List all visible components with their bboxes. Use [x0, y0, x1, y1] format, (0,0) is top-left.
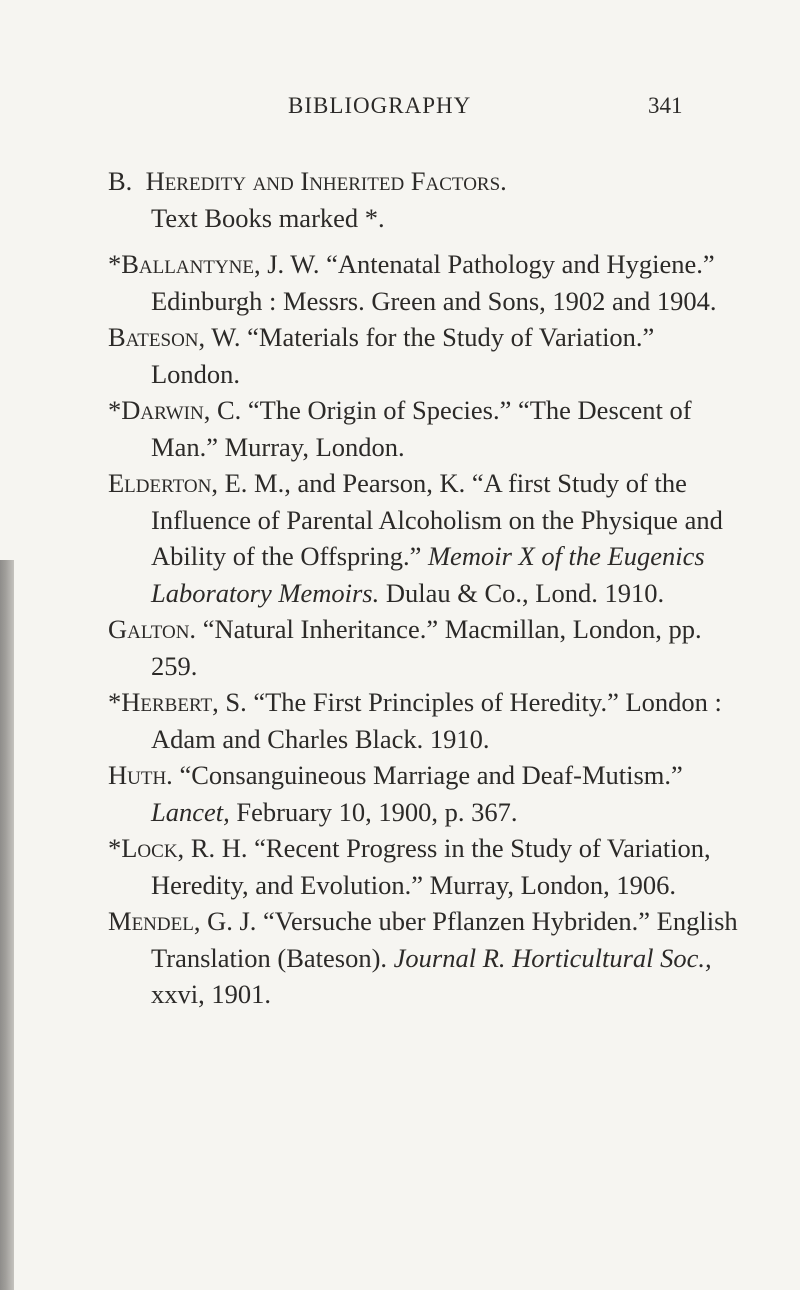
- bibliography-section: [108, 163, 748, 1013]
- section-title: Heredity and Inherited Factors.: [145, 166, 507, 196]
- textbook-mark: *: [108, 687, 122, 717]
- entry-author: Bateson,: [108, 322, 206, 352]
- entry-text: J. W. “Antenatal Pathology and Hygiene.” Edinburgh : Messrs. Green and Sons, 1902 and 1904.: [151, 249, 717, 316]
- running-head-title: BIBLIOGRAPHY: [288, 93, 472, 118]
- textbook-mark: *: [108, 395, 122, 425]
- bibliography-entry: [108, 830, 748, 903]
- entry-author: Galton.: [108, 614, 197, 644]
- entry-text: W. “Materials for the Study of Variation.” London.: [151, 322, 655, 389]
- binding-shadow: [0, 560, 14, 1290]
- entry-italic: Journal R. Horticultural Soc.,: [393, 942, 712, 973]
- bibliography-entry: [108, 465, 748, 611]
- entry-text: G. J. “Versuche uber Pflanzen Hybriden.” English Translation (Bateson).: [151, 906, 738, 973]
- running-head: [0, 93, 800, 133]
- entry-italic: Lancet,: [151, 796, 230, 827]
- bibliography-entry: [108, 903, 748, 1013]
- section-heading: [108, 163, 748, 200]
- entry-text: S. “The First Principles of Heredity.” London : Adam and Charles Black. 1910.: [151, 687, 722, 754]
- bibliography-entry: [108, 392, 748, 465]
- bibliography-entry: [108, 757, 748, 830]
- section-letter: B.: [108, 166, 133, 196]
- entry-text: C. “The Origin of Species.” “The Descent of Man.” Murray, London.: [151, 395, 692, 462]
- entry-text: R. H. “Recent Progress in the Study of Variation, Heredity, and Evolution.” Murray, London, 1906.: [151, 833, 711, 900]
- bibliography-entry: [108, 684, 748, 757]
- textbook-mark: *: [108, 833, 122, 863]
- section-subheading: Text Books marked *.: [151, 202, 385, 233]
- entry-author: Darwin,: [121, 395, 211, 425]
- entry-text: “Consanguineous Marriage and Deaf-Mutism.”: [172, 760, 683, 790]
- entry-italic: Memoir X of the Eugenics Laboratory Memoirs.: [151, 541, 705, 608]
- textbook-mark: *: [108, 249, 122, 279]
- bibliography-entry: [108, 319, 748, 392]
- bibliography-entry: [108, 246, 748, 319]
- entry-tail: Dulau & Co., Lond. 1910.: [379, 577, 665, 608]
- entry-author: Lock,: [121, 833, 185, 863]
- entry-author: Mendel,: [108, 906, 201, 936]
- entry-author: Huth.: [108, 760, 173, 790]
- entry-author: Ballantyne,: [121, 249, 261, 279]
- entry-text: E. M., and Pearson, K. “A first Study of the Influence of Parental Alcoholism on the Physique and Ability of the Offspring.”: [151, 468, 723, 571]
- entry-author: Elderton,: [108, 468, 218, 498]
- entry-text: “Natural Inheritance.” Macmillan, London, pp. 259.: [151, 614, 702, 681]
- entry-tail: xxvi, 1901.: [151, 979, 271, 1009]
- bibliography-entry: [108, 611, 748, 684]
- entry-author: Herbert,: [121, 687, 219, 717]
- entry-tail: February 10, 1900, p. 367.: [229, 796, 518, 827]
- page-number: 341: [648, 93, 683, 118]
